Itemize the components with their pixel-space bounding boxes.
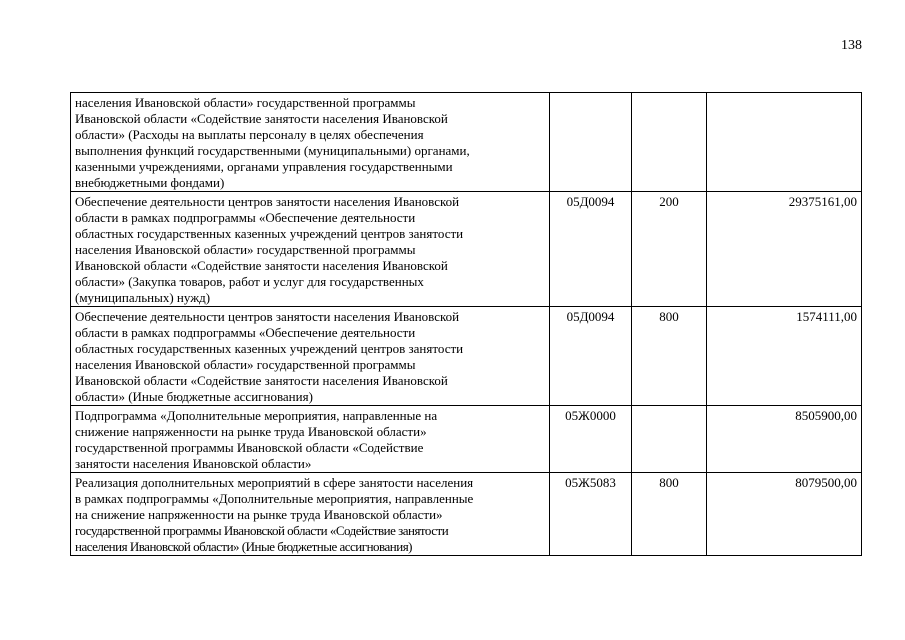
- description-text: Ивановской области «Содействие занятости населения Ивановской: [75, 258, 448, 273]
- table-row: [71, 406, 862, 473]
- page-number: 138: [841, 38, 862, 53]
- row-description: [71, 473, 550, 556]
- row-expense-type: [632, 406, 707, 473]
- description-line: [75, 440, 545, 456]
- table-row: [71, 307, 862, 406]
- row-amount: 8079500,00: [707, 473, 862, 556]
- description-line: [75, 357, 545, 373]
- description-line: [75, 456, 545, 472]
- description-line: [75, 242, 545, 258]
- row-amount: 1574111,00: [707, 307, 862, 406]
- description-line: [75, 127, 545, 143]
- description-text: области в рамках подпрограммы «Обеспечение деятельности: [75, 210, 416, 225]
- description-text: (муниципальных) нужд): [75, 290, 211, 305]
- budget-table: [70, 92, 862, 556]
- description-line: [75, 95, 545, 111]
- description-text: занятости населения Ивановской области»: [75, 456, 312, 471]
- description-line: [75, 175, 545, 191]
- description-text: государственной программы Ивановской области «Содействие: [75, 440, 424, 455]
- row-target-code: 05Ж0000: [550, 406, 632, 473]
- row-expense-type: 200: [632, 192, 707, 307]
- description-line: [75, 159, 545, 175]
- table-row: [71, 192, 862, 307]
- description-line: [75, 325, 545, 341]
- description-line: [75, 373, 545, 389]
- description-text: области» (Иные бюджетные ассигнования): [75, 389, 313, 404]
- row-target-code: 05Д0094: [550, 192, 632, 307]
- description-line: [75, 389, 545, 405]
- table-row: [71, 473, 862, 556]
- description-line: [75, 258, 545, 274]
- description-text: Ивановской области «Содействие занятости населения Ивановской: [75, 373, 448, 388]
- row-expense-type: 800: [632, 307, 707, 406]
- description-line: [75, 475, 545, 491]
- description-text: населения Ивановской области» государственной программы: [75, 357, 416, 372]
- description-line: [75, 290, 545, 306]
- row-amount: 29375161,00: [707, 192, 862, 307]
- description-text: на снижение напряженности на рынке труда Ивановской области»: [75, 507, 443, 522]
- description-text: Обеспечение деятельности центров занятости населения Ивановской: [75, 194, 460, 209]
- description-text: населения Ивановской области» государственной программы: [75, 95, 416, 110]
- description-text: государственной программы Ивановской области «Содействие занятости: [75, 523, 449, 538]
- description-text: Ивановской области «Содействие занятости населения Ивановской: [75, 111, 448, 126]
- description-line: [75, 491, 545, 507]
- description-text: населения Ивановской области» (Иные бюджетные ассигнования): [75, 539, 413, 554]
- description-text: областных государственных казенных учреждений центров занятости: [75, 341, 464, 356]
- table-body: [71, 93, 862, 556]
- description-text: областных государственных казенных учреждений центров занятости: [75, 226, 464, 241]
- description-line: [75, 194, 545, 210]
- description-line: [75, 309, 545, 325]
- row-description: [71, 406, 550, 473]
- description-line: [75, 210, 545, 226]
- description-text: области» (Закупка товаров, работ и услуг для государственных: [75, 274, 424, 289]
- row-description: [71, 93, 550, 192]
- row-expense-type: 800: [632, 473, 707, 556]
- description-text: области» (Расходы на выплаты персоналу в целях обеспечения: [75, 127, 424, 142]
- description-line: [75, 274, 545, 290]
- description-text: снижение напряженности на рынке труда Ивановской области»: [75, 424, 427, 439]
- description-text: выполнения функций государственными (муниципальными) органами,: [75, 143, 470, 158]
- row-description: [71, 192, 550, 307]
- description-line: [75, 341, 545, 357]
- row-target-code: [550, 93, 632, 192]
- description-text: Реализация дополнительных мероприятий в сфере занятости населения: [75, 475, 474, 490]
- description-text: населения Ивановской области» государственной программы: [75, 242, 416, 257]
- row-expense-type: [632, 93, 707, 192]
- description-line: [75, 408, 545, 424]
- description-line: [75, 523, 545, 539]
- description-text: казенными учреждениями, органами управления государственными: [75, 159, 453, 174]
- description-line: [75, 111, 545, 127]
- description-line: [75, 507, 545, 523]
- table-row: [71, 93, 862, 192]
- description-text: области в рамках подпрограммы «Обеспечение деятельности: [75, 325, 416, 340]
- description-line: [75, 424, 545, 440]
- description-line: [75, 226, 545, 242]
- row-target-code: 05Д0094: [550, 307, 632, 406]
- row-target-code: 05Ж5083: [550, 473, 632, 556]
- row-amount: [707, 93, 862, 192]
- description-text: Подпрограмма «Дополнительные мероприятия, направленные на: [75, 408, 438, 423]
- description-text: в рамках подпрограммы «Дополнительные мероприятия, направленные: [75, 491, 474, 506]
- description-line: [75, 143, 545, 159]
- row-amount: 8505900,00: [707, 406, 862, 473]
- row-description: [71, 307, 550, 406]
- description-text: внебюджетными фондами): [75, 175, 225, 190]
- description-line: [75, 539, 545, 555]
- description-text: Обеспечение деятельности центров занятости населения Ивановской: [75, 309, 460, 324]
